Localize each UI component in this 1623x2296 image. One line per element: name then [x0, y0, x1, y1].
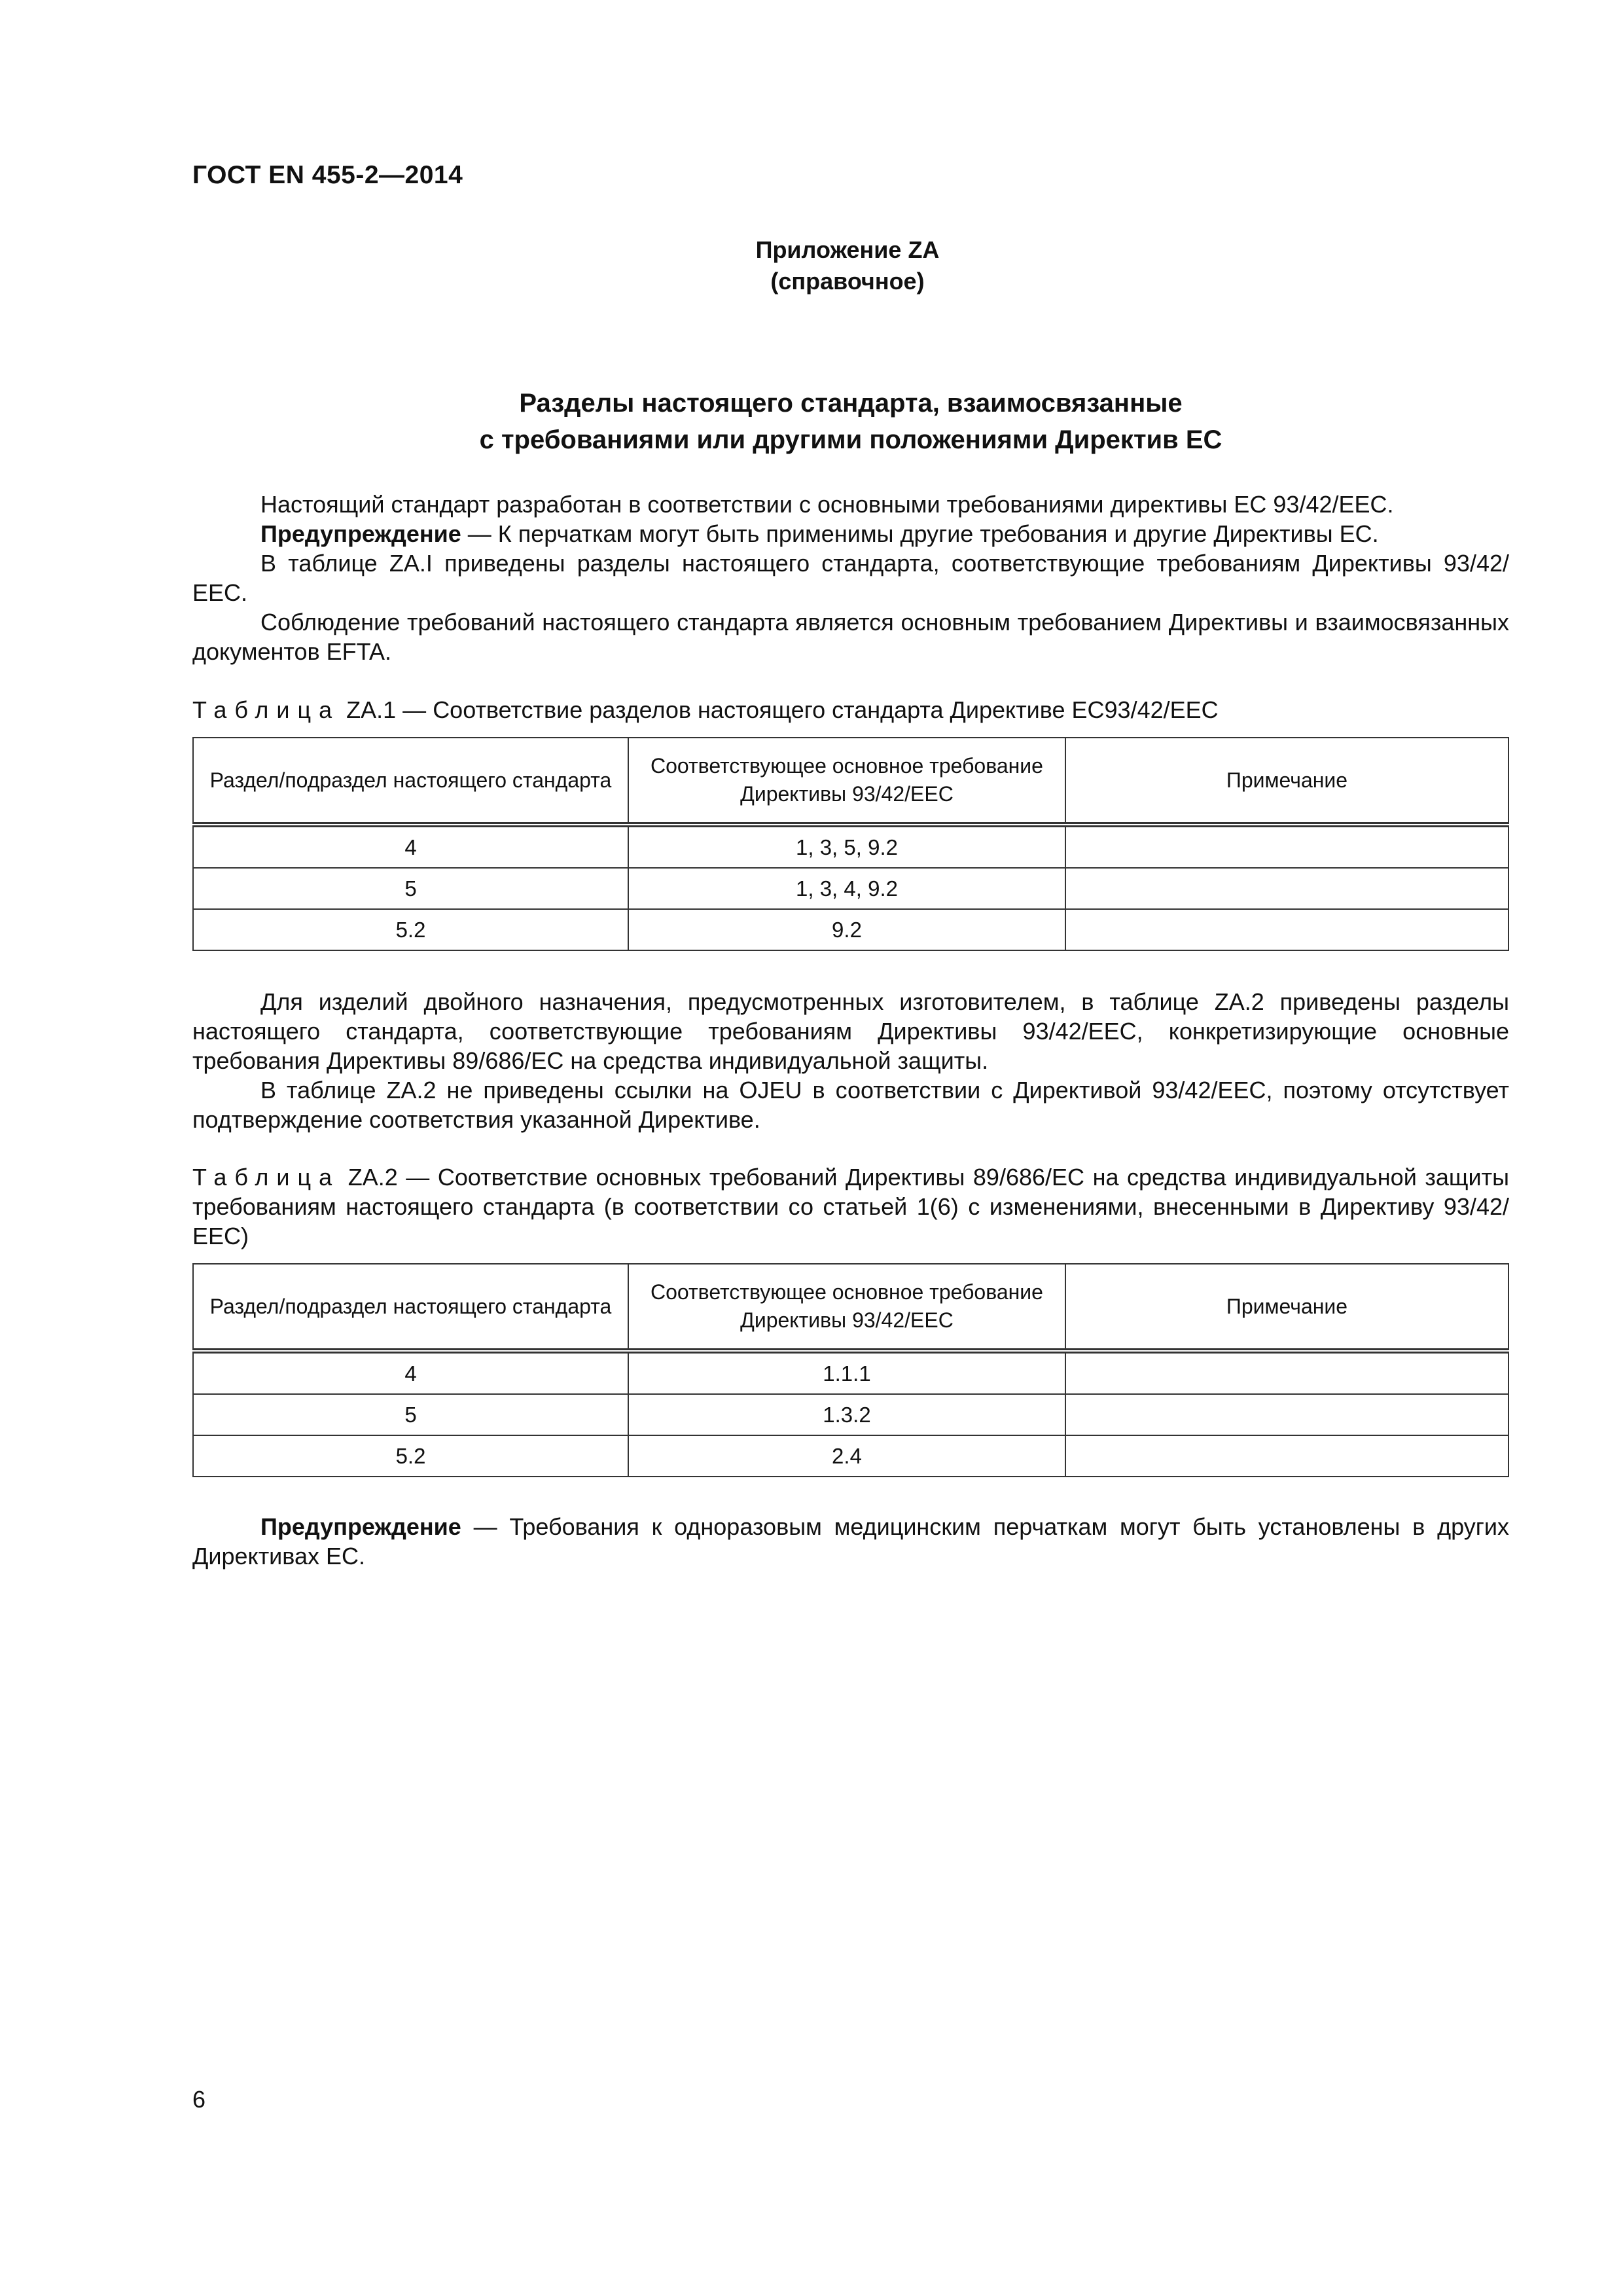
- table-header-cell: Раздел/подраздел настоящего стандарта: [193, 738, 628, 825]
- table-header-cell: Раздел/подраздел настоящего стандарта: [193, 1264, 628, 1351]
- table1-caption-text: ZA.1 — Соответствие разделов настоящего стандарта Директиве ЕС93/42/ЕЕС: [340, 696, 1219, 723]
- table-cell: 4: [193, 825, 628, 868]
- table1-caption-prefix: Таблица: [192, 696, 340, 723]
- table2-caption-text: ZA.2 — Соответствие основных требований Директивы 89/686/ЕС на средства индивидуальной защиты требованиям настоящего стандарта (в соответствии со статьей 1(6) с изменениями, внесенными в Директиву 93/42/ЕЕС): [192, 1164, 1509, 1249]
- table-cell: 5.2: [193, 909, 628, 950]
- table-cell: 1.3.2: [628, 1394, 1065, 1435]
- closing-warning-label: Предупреждение: [260, 1513, 461, 1540]
- standard-header: ГОСТ EN 455-2—2014: [192, 161, 463, 189]
- table-header-cell: Соответствующее основное требование Директивы 93/42/ЕЕС: [628, 738, 1065, 825]
- table-row: [193, 1351, 1508, 1394]
- table-cell: 1, 3, 5, 9.2: [628, 825, 1065, 868]
- table-cell: [1065, 1435, 1508, 1477]
- page-number: 6: [192, 2086, 206, 2113]
- table-cell: [1065, 868, 1508, 909]
- table-cell: 5.2: [193, 1435, 628, 1477]
- intro-paragraph-1: Настоящий стандарт разработан в соответствии с основными требованиями директивы ЕС 93/42/ЕЕС.: [260, 491, 1394, 518]
- table1-caption: [192, 695, 1509, 725]
- intro-paragraph-2: [192, 519, 1509, 548]
- table-za2: [192, 1263, 1509, 1477]
- table-header-cell: Примечание: [1065, 1264, 1508, 1351]
- table-cell: 5: [193, 1394, 628, 1435]
- closing-warning-text: — Требования к одноразовым медицинским перчаткам могут быть установлены в других Директивах ЕС.: [192, 1513, 1509, 1570]
- table-cell: 1.1.1: [628, 1351, 1065, 1394]
- table-cell: 4: [193, 1351, 628, 1394]
- table2-caption: [192, 1162, 1509, 1251]
- table-header-cell: Примечание: [1065, 738, 1508, 825]
- table-cell: [1065, 909, 1508, 950]
- table-cell: 1, 3, 4, 9.2: [628, 868, 1065, 909]
- table-header-row: [193, 1264, 1508, 1351]
- annex-heading: [700, 234, 995, 297]
- annex-subtitle: (справочное): [770, 268, 925, 295]
- table-row: [193, 825, 1508, 868]
- table-row: [193, 1394, 1508, 1435]
- table-header-cell: Соответствующее основное требование Директивы 93/42/ЕЕС: [628, 1264, 1065, 1351]
- middle-paragraph-1: Для изделий двойного назначения, предусмотренных изготовителем, в таблице ZA.2 приведены разделы настоящего стандарта, соответствующие требованиям Директивы 93/42/ЕЕС, конкретизирующие основные требования Директивы 89/686/ЕС на средства индивидуальной защиты.: [192, 988, 1509, 1074]
- section-title: [192, 385, 1509, 458]
- table-cell: 2.4: [628, 1435, 1065, 1477]
- intro-paragraph-3: В таблице ZA.I приведены разделы настоящего стандарта, соответствующие требованиям Директивы 93/42/ЕЕС.: [192, 550, 1509, 606]
- middle-paragraph-2: В таблице ZA.2 не приведены ссылки на OJEU в соответствии с Директивой 93/42/ЕЕС, поэтому отсутствует подтверждение соответствия указанной Директиве.: [192, 1077, 1509, 1133]
- section-title-line2: с требованиями или другими положениями Директив ЕС: [479, 425, 1222, 454]
- table-cell: 5: [193, 868, 628, 909]
- intro-paragraph-4: Соблюдение требований настоящего стандарта является основным требованием Директивы и взаимосвязанных документов EFTA.: [192, 609, 1509, 665]
- table-cell: 9.2: [628, 909, 1065, 950]
- table-cell: [1065, 825, 1508, 868]
- warning-text: — К перчаткам могут быть применимы другие требования и другие Директивы ЕС.: [461, 520, 1379, 547]
- table-header-row: [193, 738, 1508, 825]
- table-row: [193, 868, 1508, 909]
- closing-warning: [192, 1512, 1509, 1571]
- table2-caption-prefix: Таблица: [192, 1164, 340, 1191]
- table-cell: [1065, 1394, 1508, 1435]
- section-title-line1: Разделы настоящего стандарта, взаимосвязанные: [519, 389, 1183, 418]
- table-row: [193, 909, 1508, 950]
- table-row: [193, 1435, 1508, 1477]
- table-za1: [192, 737, 1509, 951]
- table-cell: [1065, 1351, 1508, 1394]
- annex-title: Приложение ZA: [755, 236, 940, 263]
- warning-label: Предупреждение: [260, 520, 461, 547]
- intro-text: [192, 490, 1509, 666]
- middle-text: [192, 987, 1509, 1134]
